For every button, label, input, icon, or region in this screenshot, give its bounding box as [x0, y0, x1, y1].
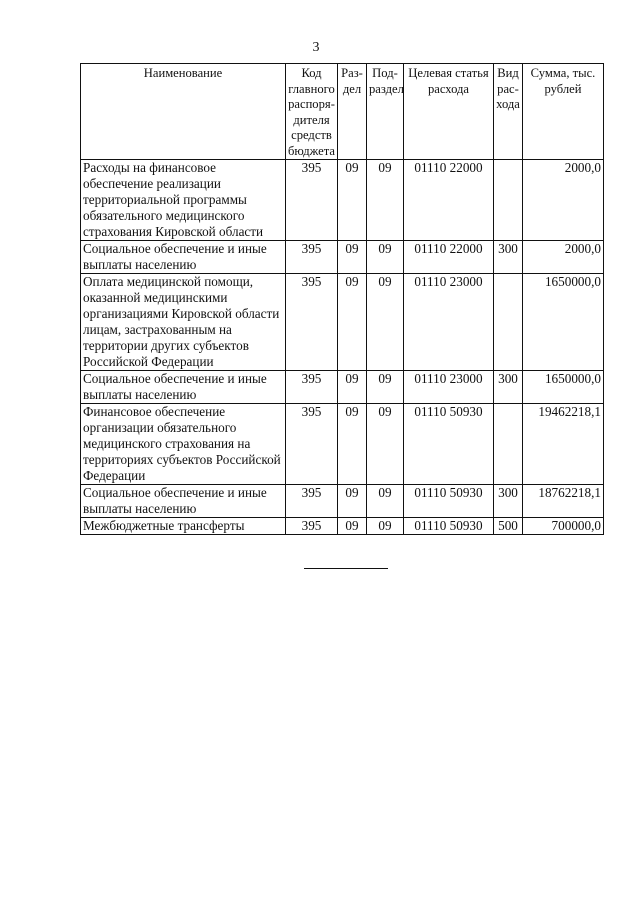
row-subsection: 09	[367, 274, 404, 371]
budget-table	[80, 63, 604, 535]
header-sum: Сумма, тыс. рублей	[523, 64, 604, 160]
row-sum: 1650000,0	[523, 274, 604, 371]
separator-line	[304, 568, 388, 569]
row-code: 395	[286, 274, 338, 371]
table-row	[81, 274, 604, 371]
header-code: Код главного распоря-дителя средств бюджета	[286, 64, 338, 160]
row-subsection: 09	[367, 404, 404, 485]
row-subsection: 09	[367, 371, 404, 404]
row-name: Расходы на финансовое обеспечение реализации территориальной программы обязательного медицинского страхования Кировской области	[81, 160, 286, 241]
page-number: 3	[312, 40, 320, 55]
row-subsection: 09	[367, 485, 404, 518]
row-sum: 2000,0	[523, 160, 604, 241]
row-code: 395	[286, 485, 338, 518]
row-target: 01110 23000	[404, 274, 494, 371]
row-target: 01110 50930	[404, 518, 494, 535]
row-type: 300	[494, 371, 523, 404]
row-section: 09	[338, 160, 367, 241]
header-name: Наименование	[81, 64, 286, 160]
table-row	[81, 241, 604, 274]
row-section: 09	[338, 404, 367, 485]
row-code: 395	[286, 404, 338, 485]
row-sum: 18762218,1	[523, 485, 604, 518]
row-name: Межбюджетные трансферты	[81, 518, 286, 535]
row-code: 395	[286, 160, 338, 241]
row-type	[494, 160, 523, 241]
row-target: 01110 23000	[404, 371, 494, 404]
row-type: 300	[494, 241, 523, 274]
row-section: 09	[338, 371, 367, 404]
row-target: 01110 50930	[404, 404, 494, 485]
row-section: 09	[338, 518, 367, 535]
table-row	[81, 160, 604, 241]
row-name: Социальное обеспечение и иные выплаты населению	[81, 371, 286, 404]
row-subsection: 09	[367, 518, 404, 535]
header-section: Раз-дел	[338, 64, 367, 160]
row-subsection: 09	[367, 160, 404, 241]
row-sum: 700000,0	[523, 518, 604, 535]
table-row	[81, 518, 604, 535]
table-header-row	[81, 64, 604, 160]
row-target: 01110 22000	[404, 241, 494, 274]
header-target: Целевая статья расхода	[404, 64, 494, 160]
row-type	[494, 404, 523, 485]
header-subsection: Под-раздел	[367, 64, 404, 160]
row-sum: 2000,0	[523, 241, 604, 274]
row-code: 395	[286, 241, 338, 274]
table-row	[81, 371, 604, 404]
row-section: 09	[338, 485, 367, 518]
row-section: 09	[338, 241, 367, 274]
row-type	[494, 274, 523, 371]
row-name: Социальное обеспечение и иные выплаты населению	[81, 485, 286, 518]
row-code: 395	[286, 518, 338, 535]
table-row	[81, 485, 604, 518]
row-type: 500	[494, 518, 523, 535]
row-sum: 19462218,1	[523, 404, 604, 485]
row-name: Финансовое обеспечение организации обязательного медицинского страхования на территориях субъектов Российской Федерации	[81, 404, 286, 485]
row-name: Социальное обеспечение и иные выплаты населению	[81, 241, 286, 274]
row-section: 09	[338, 274, 367, 371]
row-target: 01110 22000	[404, 160, 494, 241]
row-type: 300	[494, 485, 523, 518]
row-sum: 1650000,0	[523, 371, 604, 404]
row-code: 395	[286, 371, 338, 404]
table-row	[81, 404, 604, 485]
row-subsection: 09	[367, 241, 404, 274]
row-target: 01110 50930	[404, 485, 494, 518]
row-name: Оплата медицинской помощи, оказанной медицинскими организациями Кировской области лицам, застрахованным на территории других субъектов Российской Федерации	[81, 274, 286, 371]
header-type: Вид рас-хода	[494, 64, 523, 160]
